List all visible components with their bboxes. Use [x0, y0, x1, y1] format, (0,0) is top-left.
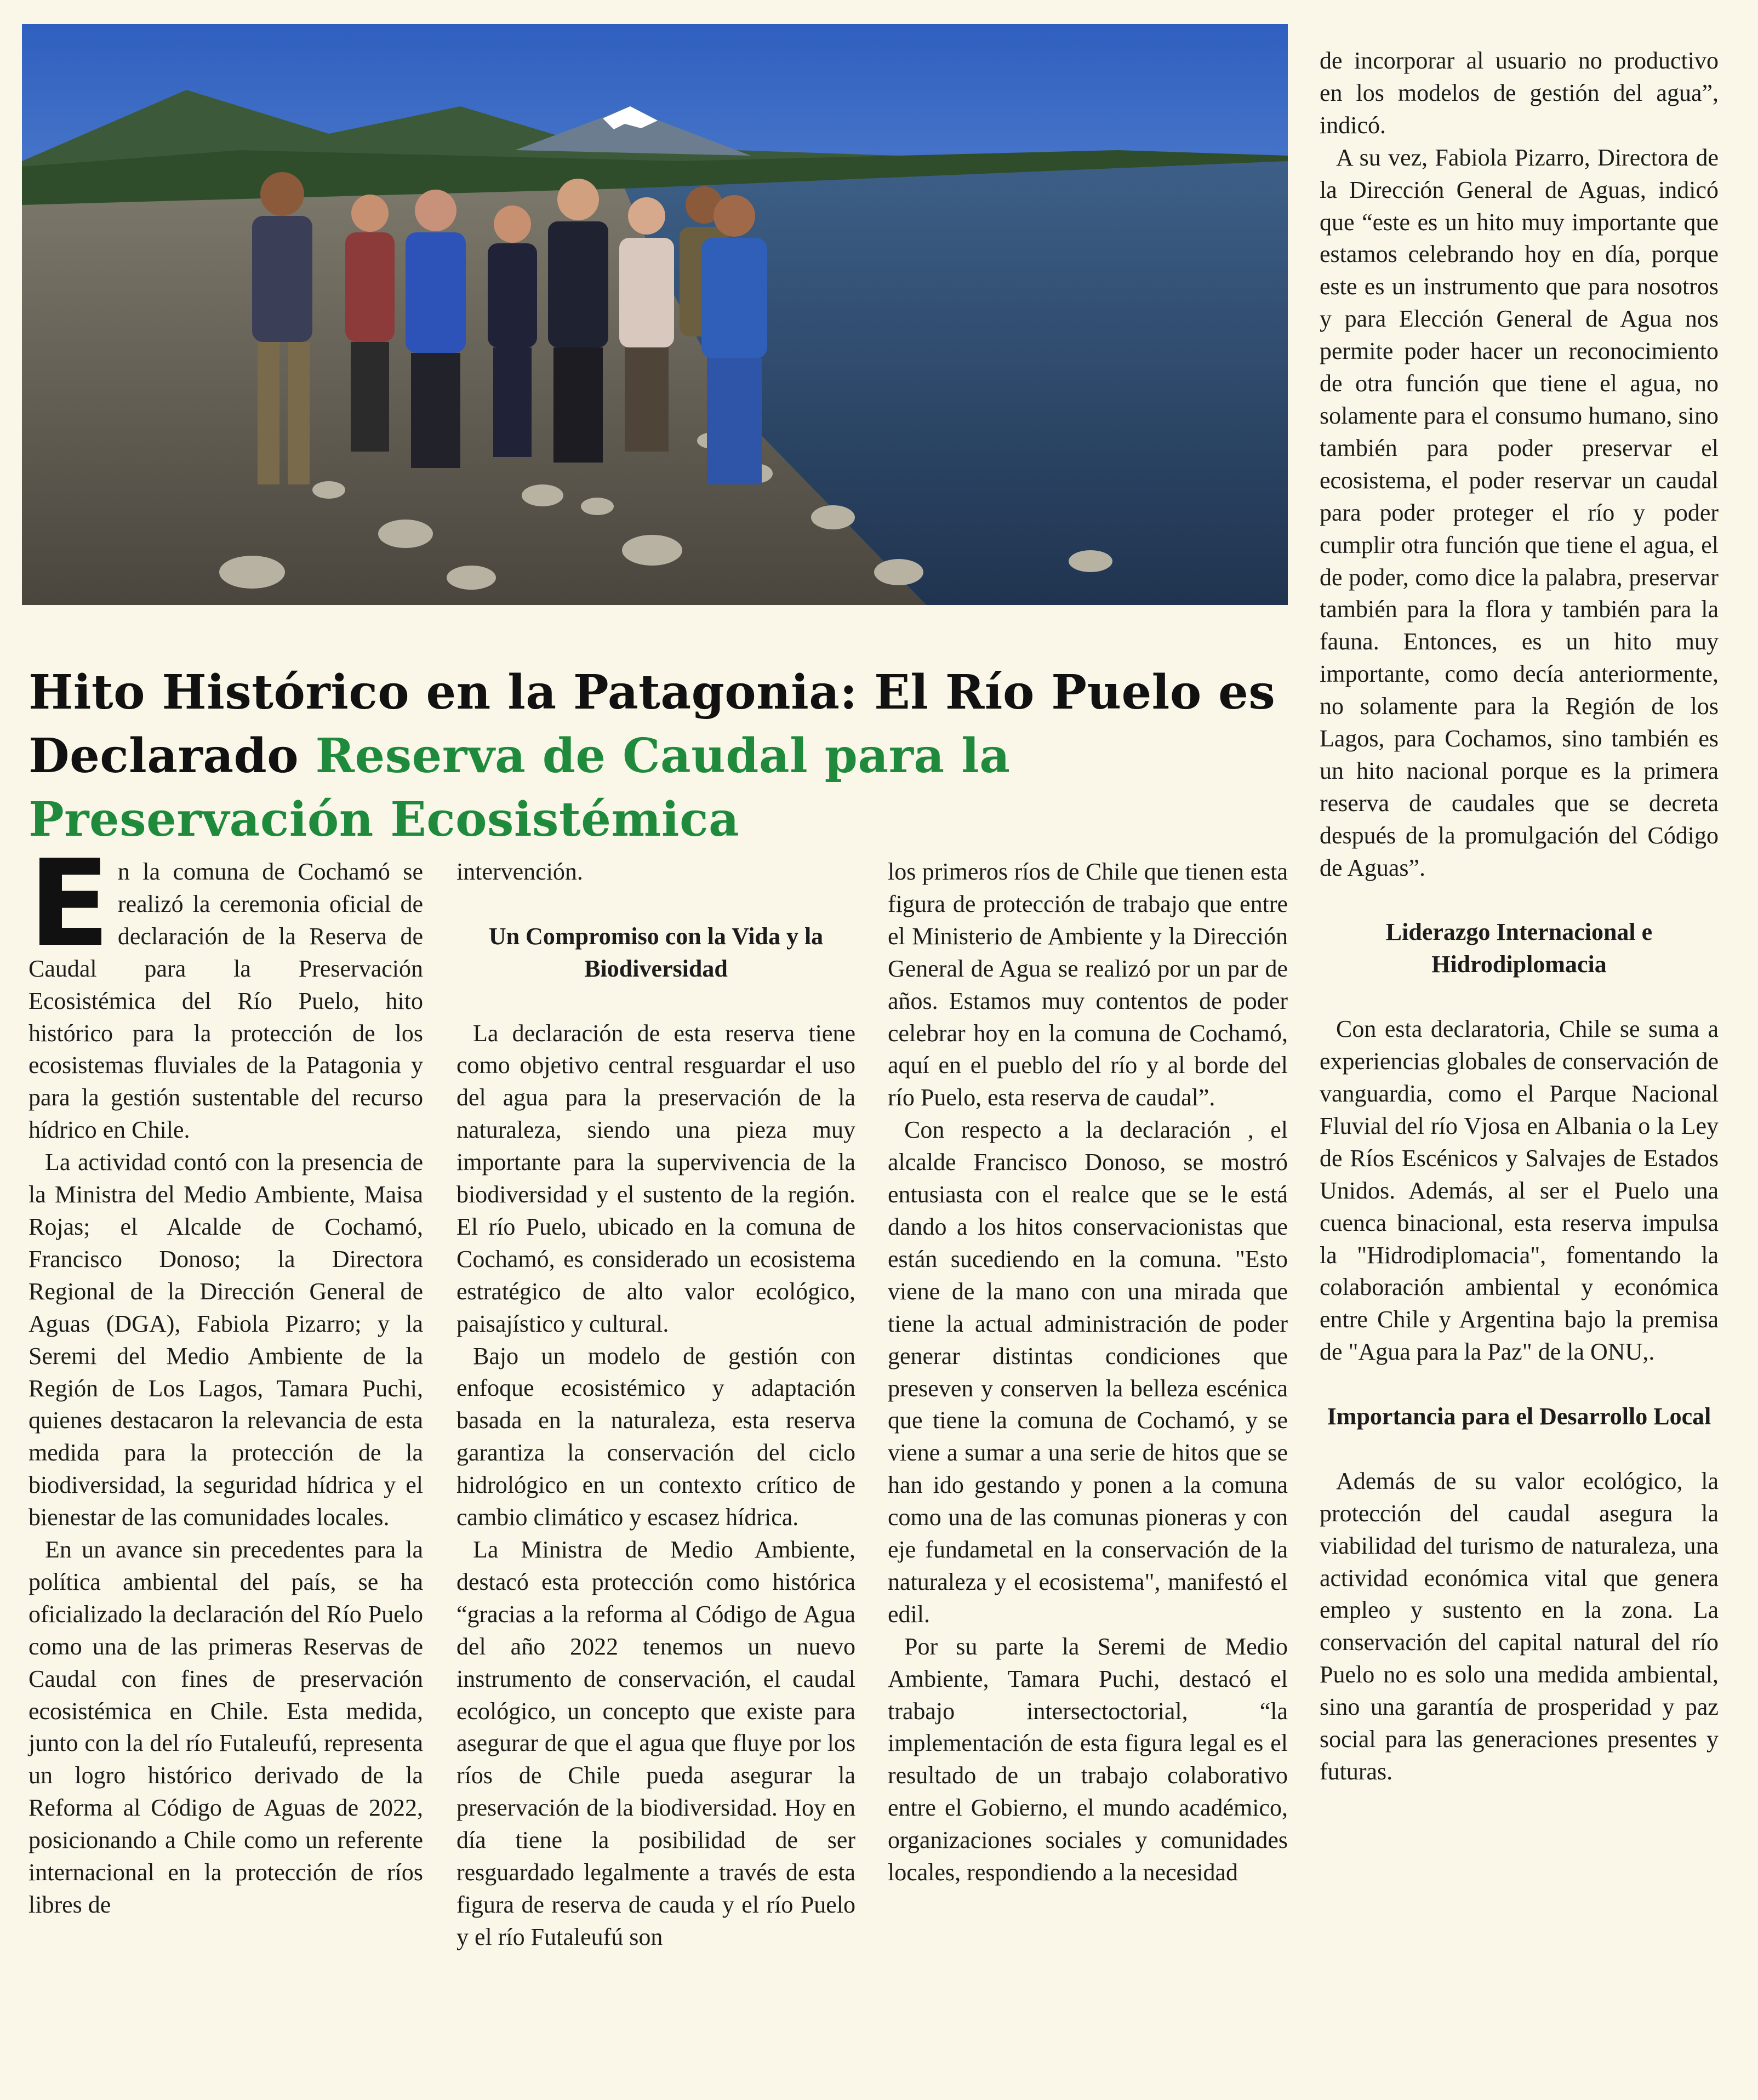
- paragraph: Con esta declaratoria, Chile se suma a experiencias globales de conservación de vanguardia, como el Parque Nacional Fluvial del río Vjosa en Albania o la Ley de Ríos Escénicos y Salvajes de Estados Unidos. Además, al ser el Puelo una cuenca binacional, esta reserva impulsa la "Hidrodiplomacia", fomentando la colaboración ambiental y económica entre Chile y Argentina bajo la premisa de "Agua para la Paz" de la ONU,.: [1320, 1015, 1719, 1366]
- column-3: [888, 856, 1288, 1889]
- paragraph: La actividad contó con la presencia de la Ministra del Medio Ambiente, Maisa Rojas; el Alcalde de Cochamó, Francisco Donoso; la Directora Regional de la Dirección General de Aguas (DGA), Fabiola Pizarro; y la Seremi del Medio Ambiente de la Región de Los Lagos, Tamara Puchi, quienes destacaron la relevancia de esta medida para la protección de la biodiversidad, la seguridad hídrica y el bienestar de las comunidades locales.: [28, 1149, 423, 1531]
- column-2: [456, 856, 855, 1954]
- article-photo: [22, 24, 1288, 605]
- paragraph: La Ministra de Medio Ambiente, destacó esta protección como histórica “gracias a la reforma al Código de Agua del año 2022 tenemos un nuevo instrumento de conservación, el caudal ecológico, un concepto que existe para asegurar de que el agua que fluye por los ríos de Chile pueda asegurar la preservación de la biodiversidad. Hoy en día tiene la posibilidad de ser resguardado legalmente a través de esta figura de reserva de cauda y el río Puelo y el río Futaleufú son: [456, 1536, 855, 1950]
- headline-black: Hito Histórico en la Patagonia: El Río Puelo es Declarado: [28, 664, 1276, 784]
- group-photo-icon: [22, 24, 1288, 605]
- section-heading: Liderazgo Internacional e Hidrodiplomacia: [1385, 918, 1653, 978]
- paragraph: La declaración de esta reserva tiene como objetivo central resguardar el uso del agua para la preservación de la naturaleza, siendo una pieza muy importante para la supervivencia de la biodiversidad y el sustento de la región. El río Puelo, ubicado en la comuna de Cochamó, es considerado un ecosistema estratégico de alto valor ecológico, paisajístico y cultural.: [456, 1019, 855, 1337]
- paragraph: intervención.: [456, 858, 583, 885]
- paragraph: A su vez, Fabiola Pizarro, Directora de la Dirección General de Aguas, indicó que “este es un hito muy importante que estamos celebrando hoy en día, porque este es un instrumento que para nosotros y para Elección General de Agua nos permite poder hacer un reconocimiento de otra función que tiene el agua, no solamente para el consumo humano, sino también para poder preservar el ecosistema, el poder reservar un caudal para poder proteger el río y poder cumplir otra función que tiene el agua, el de poder, como dice la palabra, preservar también para la flora y también para la fauna. Entonces, es un hito muy importante, como decía anteriormente, no solamente para la Región de los Lagos, para Cochamos, sino también es un hito nacional porque es la primera reserva de caudales que se decreta después de la promulgación del Código de Aguas”.: [1320, 144, 1719, 881]
- paragraph: de incorporar al usuario no productivo en los modelos de gestión del agua”, indicó.: [1320, 47, 1719, 139]
- paragraph: los primeros ríos de Chile que tienen esta figura de protección de trabajo que entre el Ministerio de Ambiente y la Dirección General de Agua se realizó por un par de años. Estamos muy contentos de poder celebrar hoy en la comuna de Cochamó, aquí en el pueblo del río y al borde del río Puelo, esta reserva de caudal”.: [888, 858, 1288, 1111]
- headline-green: Reserva de Caudal para la Preservación Ecosistémica: [28, 728, 1011, 847]
- paragraph: Bajo un modelo de gestión con enfoque ecosistémico y adaptación basada en la naturaleza, esta reserva garantiza la conservación del ciclo hidrológico en un contexto crítico de cambio climático y escasez hídrica.: [456, 1342, 855, 1531]
- paragraph: Además de su valor ecológico, la protección del caudal asegura la viabilidad del turismo de naturaleza, una actividad económica vital que genera empleo y sustento en la zona. La conservación del capital natural del río Puelo no es solo una medida ambiental, sino una garantía de prosperidad y paz social para las generaciones presentes y futuras.: [1320, 1467, 1719, 1785]
- drop-cap: E: [28, 835, 110, 973]
- column-1: [28, 835, 423, 1921]
- section-heading: Importancia para el Desarrollo Local: [1327, 1403, 1711, 1430]
- paragraph: n la comuna de Cochamó se realizó la ceremonia oficial de declaración de la Reserva de Caudal para la Preservación Ecosistémica del Río Puelo, hito histórico para la protección de los ecosistemas fluviales de la Patagonia y para la gestión sustentable del recurso hídrico en Chile.: [28, 858, 423, 1144]
- paragraph: En un avance sin precedentes para la política ambiental del país, se ha oficializado la declaración del Río Puelo como una de las primeras Reservas de Caudal con fines de preservación ecosistémica en Chile. Esta medida, junto con la del río Futaleufú, representa un logro histórico derivado de la Reforma al Código de Aguas de 2022, posicionando a Chile como un referente internacional en la protección de ríos libres de: [28, 1536, 423, 1918]
- column-4: [1320, 45, 1719, 1788]
- paragraph: Con respecto a la declaración , el alcalde Francisco Donoso, se mostró entusiasta con el realce que se le está dando a los hitos conservacionistas que están sucediendo en la comuna. "Esto viene de la mano con una mirada que tiene la actual administración de poder generar distintas condiciones que preseven y conserven la belleza escénica que tiene la comuna de Cochamó, y se viene a sumar a una serie de hitos que se han ido gestando y ponen a la comuna como una de las comunas pioneras y con eje fundametal en la conservación de la naturaleza y el ecosistema", manifestó el edil.: [888, 1116, 1288, 1628]
- section-heading: Un Compromiso con la Vida y la Biodiversidad: [488, 922, 824, 982]
- article-headline: [28, 661, 1283, 852]
- paragraph: Por su parte la Seremi de Medio Ambiente, Tamara Puchi, destacó el trabajo intersectoctorial, “la implementación de esta figura legal es el resultado de un trabajo colaborativo entre el Gobierno, el mundo académico, organizaciones sociales y comunidades locales, respondiendo a la necesidad: [888, 1633, 1288, 1886]
